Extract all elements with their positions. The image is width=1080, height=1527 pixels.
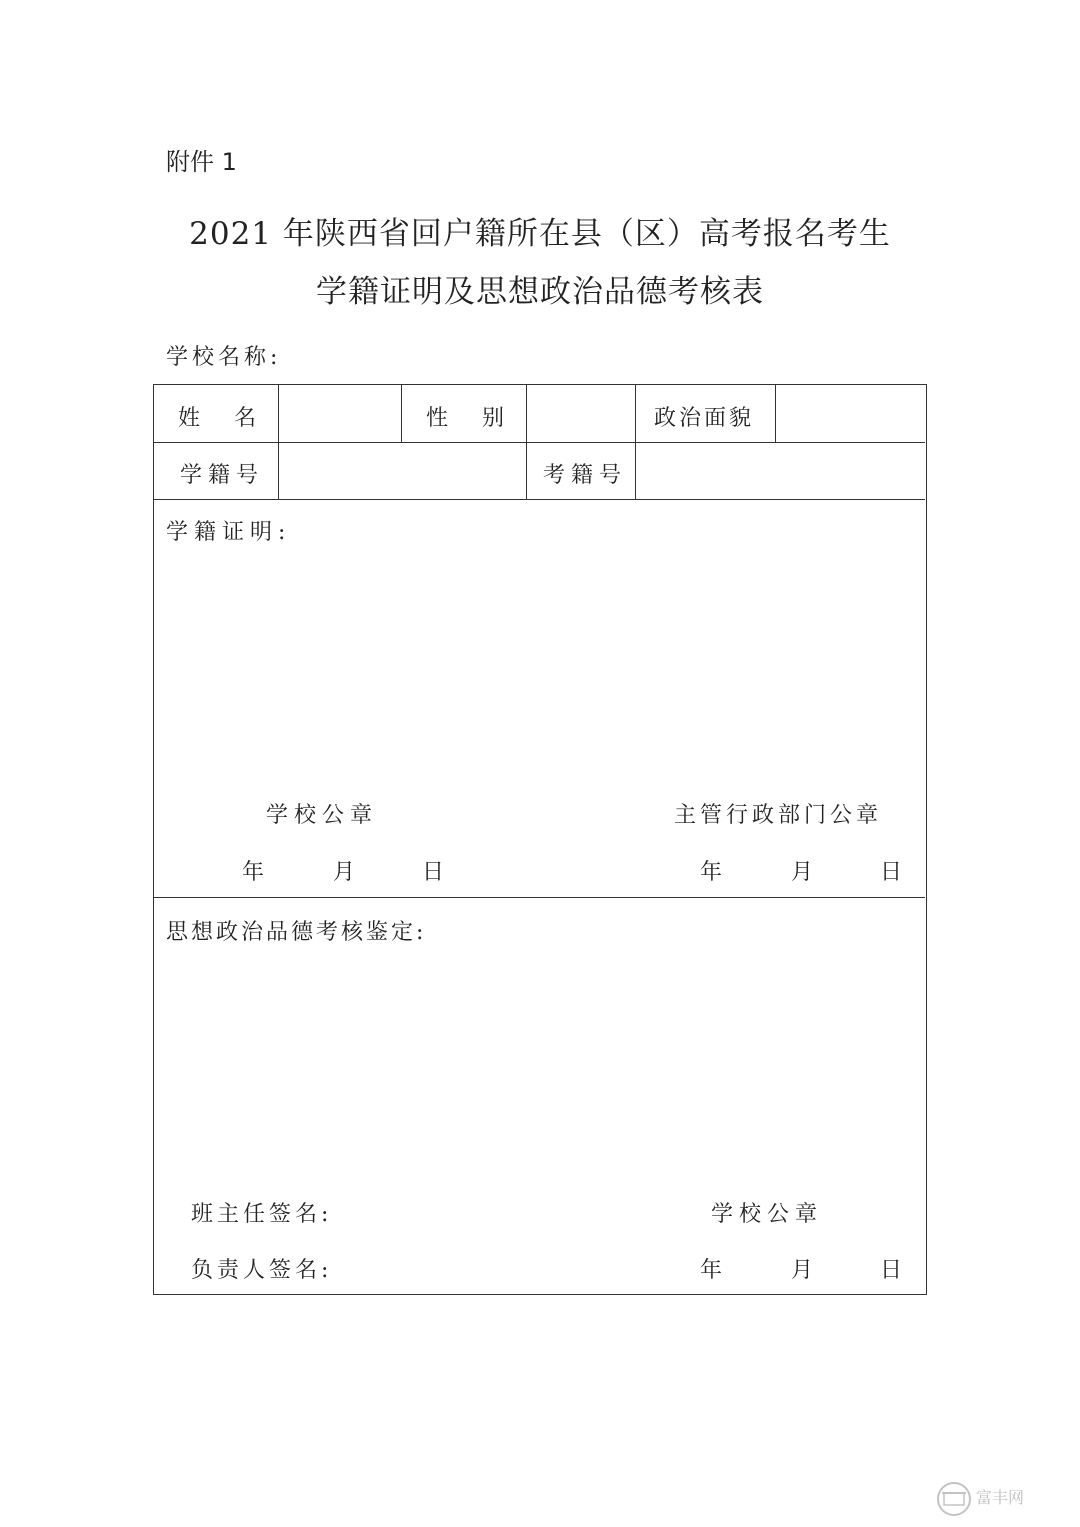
exam-id-field[interactable]: [637, 444, 923, 497]
principal-signature-label: 负责人签名:: [191, 1258, 333, 1283]
date-day: 日: [880, 1258, 909, 1283]
date-year: 年: [242, 860, 271, 885]
watermark-text: 富丰网: [976, 1488, 1025, 1507]
political-status-field[interactable]: [777, 387, 923, 440]
moral-assessment-heading: 思想政治品德考核鉴定:: [166, 920, 427, 945]
name-label: 姓 名: [178, 406, 263, 431]
watermark-emblem-icon: [934, 1479, 1054, 1519]
date-month: 月: [791, 1258, 820, 1283]
date-year: 年: [700, 860, 729, 885]
admin-seal-label: 主管行政部门公章: [674, 803, 883, 828]
gender-field[interactable]: [528, 387, 633, 440]
date-day: 日: [880, 860, 909, 885]
row2-bottom-rule: [154, 499, 925, 500]
exam-id-label: 考籍号: [543, 463, 628, 488]
status-certification-heading: 学籍证明:: [166, 520, 292, 545]
row1-divider-1: [278, 385, 279, 442]
row1-bottom-rule: [154, 442, 925, 443]
class-teacher-signature-label: 班主任签名:: [191, 1202, 333, 1227]
name-field[interactable]: [280, 387, 399, 440]
admin-seal-date: [700, 855, 908, 886]
status-certification-area[interactable]: [164, 550, 914, 780]
row2-divider-2: [526, 442, 527, 499]
gender-label: 性 别: [426, 406, 511, 431]
student-id-field[interactable]: [280, 444, 524, 497]
school-seal-date: [242, 855, 450, 886]
attachment-label: 附件 1: [166, 148, 237, 176]
school-seal-label: 学校公章: [711, 1202, 824, 1227]
form-table: [153, 384, 927, 1295]
student-id-label: 学籍号: [180, 463, 265, 488]
school-name-label: 学校名称:: [166, 345, 282, 370]
date-month: 月: [333, 860, 362, 885]
school-seal-label: 学校公章: [266, 803, 379, 828]
date-month: 月: [791, 860, 820, 885]
row1-divider-4: [635, 385, 636, 442]
date-day: 日: [422, 860, 451, 885]
moral-assessment-area[interactable]: [164, 950, 914, 1180]
status-section-bottom-rule: [154, 897, 925, 898]
document-title-line2: 学籍证明及思想政治品德考核表: [316, 274, 764, 310]
political-status-label: 政治面貌: [654, 406, 755, 431]
moral-assessment-date: [700, 1253, 908, 1284]
row1-divider-5: [775, 385, 776, 442]
document-title-line1: 2021 年陕西省回户籍所在县（区）高考报名考生: [189, 216, 891, 252]
row2-divider-1: [278, 442, 279, 499]
row1-divider-3: [526, 385, 527, 442]
watermark-logo: [934, 1479, 1054, 1519]
date-year: 年: [700, 1258, 729, 1283]
row2-divider-3: [635, 442, 636, 499]
row1-divider-2: [401, 385, 402, 442]
